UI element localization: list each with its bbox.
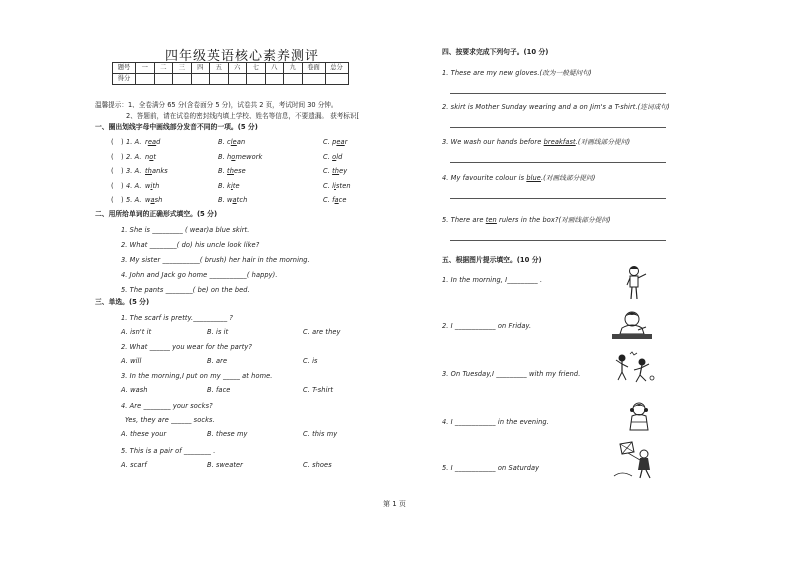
option-b — [218, 196, 247, 204]
option-text: w — [145, 181, 151, 190]
mc-option-b: B. is it — [207, 328, 229, 336]
answer-paren-open[interactable]: ( — [111, 167, 114, 175]
score-input-cell[interactable] — [228, 74, 247, 85]
page-title: 四年级英语核心素养测评 — [165, 49, 320, 64]
item-text: (改为一般疑问句) — [539, 69, 592, 77]
score-header-cell: 题号 — [113, 63, 136, 74]
rewrite-item — [442, 103, 670, 111]
mc-option-b: B. these my — [207, 430, 248, 438]
score-input-cell[interactable] — [191, 74, 210, 85]
fill-in-item: 2. What ________( do) his uncle look like? — [121, 241, 260, 249]
question-number: 2. A. — [126, 152, 142, 161]
option-text: ce — [338, 196, 347, 204]
score-input-cell[interactable] — [265, 74, 284, 85]
underlined-letters: i — [334, 181, 336, 190]
answer-paren-close: ) — [121, 152, 124, 161]
playing-children-figure — [612, 350, 656, 384]
item-text: rulers in the box?(对画线部分提问) — [496, 216, 611, 224]
score-input-cell[interactable] — [247, 74, 266, 85]
mc-option-b: B. are — [207, 357, 228, 365]
underlined-word: ten — [485, 216, 497, 224]
mc-question-stem: 4. Are ________ your socks? — [121, 402, 213, 410]
answer-line[interactable] — [450, 93, 666, 94]
option-text: n — [145, 152, 150, 161]
answer-paren-open[interactable]: ( — [111, 152, 114, 161]
option-text: C. p — [323, 138, 337, 146]
option-a — [145, 138, 160, 146]
option-b — [218, 182, 240, 190]
underlined-letters: o — [231, 152, 236, 161]
option-text: B. h — [218, 152, 232, 161]
option-a — [145, 182, 159, 190]
option-text: C. — [323, 152, 333, 161]
option-text: C. — [323, 167, 333, 175]
mc-question-extra: Yes, they are ______ socks. — [125, 416, 215, 424]
underlined-letters: ea — [336, 138, 345, 146]
underlined-letters: th — [332, 167, 340, 175]
mc-option-c: C. T-shirt — [303, 386, 334, 394]
option-text: mework — [235, 152, 263, 161]
score-input-cell[interactable] — [173, 74, 192, 85]
underlined-letters: a — [334, 196, 339, 204]
option-text: B. — [218, 167, 228, 175]
option-text: C. f — [323, 196, 335, 204]
question-number: 4. A. — [126, 181, 142, 190]
option-c — [323, 138, 348, 146]
option-a — [145, 196, 162, 204]
section-2-heading: 二、用所给单词的正确形式填空。(5 分) — [95, 210, 218, 218]
score-header-cell: 五 — [210, 63, 229, 74]
score-header-cell: 三 — [173, 63, 192, 74]
score-header-row — [113, 63, 349, 74]
answer-paren-close: ) — [121, 181, 124, 190]
section-1-heading: 一、圈出划线字母中画线部分发音不同的一项。(5 分) — [95, 123, 258, 131]
score-header-cell: 七 — [247, 63, 266, 74]
option-text: C. l — [323, 181, 335, 190]
mc-option-c: C. is — [303, 357, 318, 365]
underlined-letters: th — [145, 167, 152, 175]
option-text: sh — [154, 196, 163, 204]
underlined-letters: le — [230, 138, 237, 146]
answer-line[interactable] — [450, 198, 666, 199]
mc-option-c: C. shoes — [303, 461, 332, 469]
option-text: r — [145, 138, 148, 146]
score-input-cell[interactable] — [136, 74, 155, 85]
option-text: tch — [236, 196, 248, 204]
option-a — [145, 167, 168, 175]
rewrite-item — [442, 138, 630, 146]
score-input-cell[interactable] — [154, 74, 173, 85]
mc-option-c: C. are they — [303, 328, 341, 336]
answer-paren-close: ) — [121, 167, 124, 175]
score-input-cell[interactable] — [302, 74, 325, 85]
mc-option-c: C. this my — [303, 430, 338, 438]
item-text: (连词成句) — [637, 103, 670, 111]
option-text: sten — [335, 181, 351, 190]
mc-question-stem: 2. What ______ you wear for the party? — [121, 343, 252, 351]
underlined-letters: a — [232, 196, 237, 204]
fill-in-item: 1. She is _________ ( wear)a blue skirt. — [121, 226, 250, 234]
item-text: 2. skirt is Mother Sunday wearing and a on Jim's a T-shirt. — [442, 103, 638, 111]
notice-line-2: 2、答题前，请在试卷的密封线内填上学校、姓名等信息，不要遗漏。 获考标识[ — [126, 112, 360, 120]
answer-line[interactable] — [450, 162, 666, 163]
mc-option-a: A. wash — [121, 386, 148, 394]
underlined-word: breakfast — [543, 138, 576, 146]
item-text: 5. There are — [442, 216, 486, 224]
item-text: 3. We wash our hands before — [442, 138, 544, 146]
option-text: r — [344, 138, 348, 146]
underlined-letters: o — [332, 152, 337, 161]
notice-line-1: 温馨提示：1、全卷满分 65 分(含卷面分 5 分)，试卷共 2 页，考试时间 30 分钟。 — [95, 101, 338, 109]
option-b — [218, 153, 262, 161]
section-4-heading: 四、按要求完成下列句子。(10 分) — [442, 48, 549, 56]
option-b — [218, 138, 245, 146]
score-row-label: 得分 — [113, 74, 136, 85]
option-text: anks — [151, 167, 168, 175]
kite-figure — [612, 440, 658, 480]
option-c — [323, 196, 347, 204]
option-c — [323, 182, 351, 190]
page-number: 第 1 页 — [383, 500, 406, 508]
score-header-cell: 四 — [191, 63, 210, 74]
option-b — [218, 167, 246, 175]
fill-in-item: 4. John and Jack go home ___________( happy). — [121, 271, 278, 279]
option-c — [323, 153, 342, 161]
rewrite-item — [442, 216, 611, 224]
rewrite-item — [442, 69, 592, 77]
option-text: B. k — [218, 181, 231, 190]
item-text: 4. My favourite colour is — [442, 174, 527, 182]
fill-in-item: 5. The pants ________( be) on the bed. — [121, 286, 250, 294]
boy-at-desk-figure — [610, 308, 654, 342]
mc-question-stem: 5. This is a pair of ________ . — [121, 447, 216, 455]
option-text: B. w — [218, 196, 233, 204]
question-number: 3. A. — [126, 167, 142, 175]
option-text: ld — [336, 152, 343, 161]
mc-question-stem: 3. In the morning,I put on my _____ at home. — [121, 372, 273, 380]
score-value-row — [113, 74, 349, 85]
item-text: 1. These are my new gloves. — [442, 69, 540, 77]
answer-paren-close: ) — [121, 196, 124, 204]
picture-fill-item: 4. I ____________ in the evening. — [442, 418, 549, 426]
question-number: 5. A. — [126, 196, 142, 204]
underlined-letters: a — [150, 196, 155, 204]
underlined-letters: ea — [147, 138, 157, 146]
fill-in-item: 3. My sister ___________( brush) her hair in the morning. — [121, 256, 310, 264]
section-5-heading: 五、根据图片提示填空。(10 分) — [442, 256, 542, 264]
score-header-cell: 八 — [265, 63, 284, 74]
score-table — [112, 62, 349, 85]
option-text: ese — [233, 167, 246, 175]
picture-fill-item: 1. In the morning, I_________ . — [442, 276, 543, 284]
mc-option-b: B. sweater — [207, 461, 243, 469]
answer-paren-open[interactable]: ( — [111, 138, 114, 146]
underlined-word: blue — [526, 174, 541, 182]
score-input-cell[interactable] — [210, 74, 229, 85]
question-number: 1. A. — [126, 138, 142, 146]
underlined-letters: i — [150, 181, 153, 190]
picture-fill-item: 3. On Tuesday,I _________ with my friend. — [442, 370, 581, 378]
mc-option-a: A. scarf — [121, 461, 147, 469]
underlined-letters: i — [230, 181, 233, 190]
option-a — [145, 153, 156, 161]
mc-option-a: A. these your — [121, 430, 167, 438]
underlined-letters: th — [227, 167, 234, 175]
mc-option-b: B. face — [207, 386, 231, 394]
standing-boy-figure — [620, 265, 652, 301]
item-text: .(对画线部分提问) — [575, 138, 631, 146]
option-text: th — [152, 181, 160, 190]
option-c — [323, 167, 347, 175]
option-text: an — [236, 138, 246, 146]
answer-paren-open[interactable]: ( — [111, 181, 114, 190]
score-header-cell: 卷面 — [302, 63, 325, 74]
answer-paren-close: ) — [121, 138, 124, 146]
score-header-cell: 九 — [284, 63, 303, 74]
mc-option-a: A. will — [121, 357, 142, 365]
answer-line[interactable] — [450, 127, 666, 128]
option-text: w — [145, 196, 151, 204]
rewrite-item — [442, 174, 595, 182]
option-text: te — [232, 181, 240, 190]
option-text: t — [153, 152, 157, 161]
item-text: .(对画线部分提问) — [540, 174, 596, 182]
picture-fill-item: 2. I ____________ on Friday. — [442, 322, 532, 330]
option-text: B. c — [218, 138, 231, 146]
mc-question-stem: 1. The scarf is pretty.__________ ? — [121, 314, 234, 322]
girl-figure — [626, 400, 652, 432]
answer-line[interactable] — [450, 240, 666, 241]
mc-option-a: A. isn't it — [121, 328, 152, 336]
score-input-cell[interactable] — [325, 74, 348, 85]
score-header-cell: 总分 — [325, 63, 348, 74]
underlined-letters: o — [149, 152, 154, 161]
score-header-cell: 六 — [228, 63, 247, 74]
picture-fill-item: 5. I ____________ on Saturday — [442, 464, 540, 472]
score-header-cell: 一 — [136, 63, 155, 74]
section-3-heading: 三、单选。(5 分) — [95, 298, 150, 306]
answer-paren-open[interactable]: ( — [111, 196, 114, 204]
option-text: d — [156, 138, 161, 146]
score-input-cell[interactable] — [284, 74, 303, 85]
score-header-cell: 二 — [154, 63, 173, 74]
option-text: ey — [339, 167, 348, 175]
